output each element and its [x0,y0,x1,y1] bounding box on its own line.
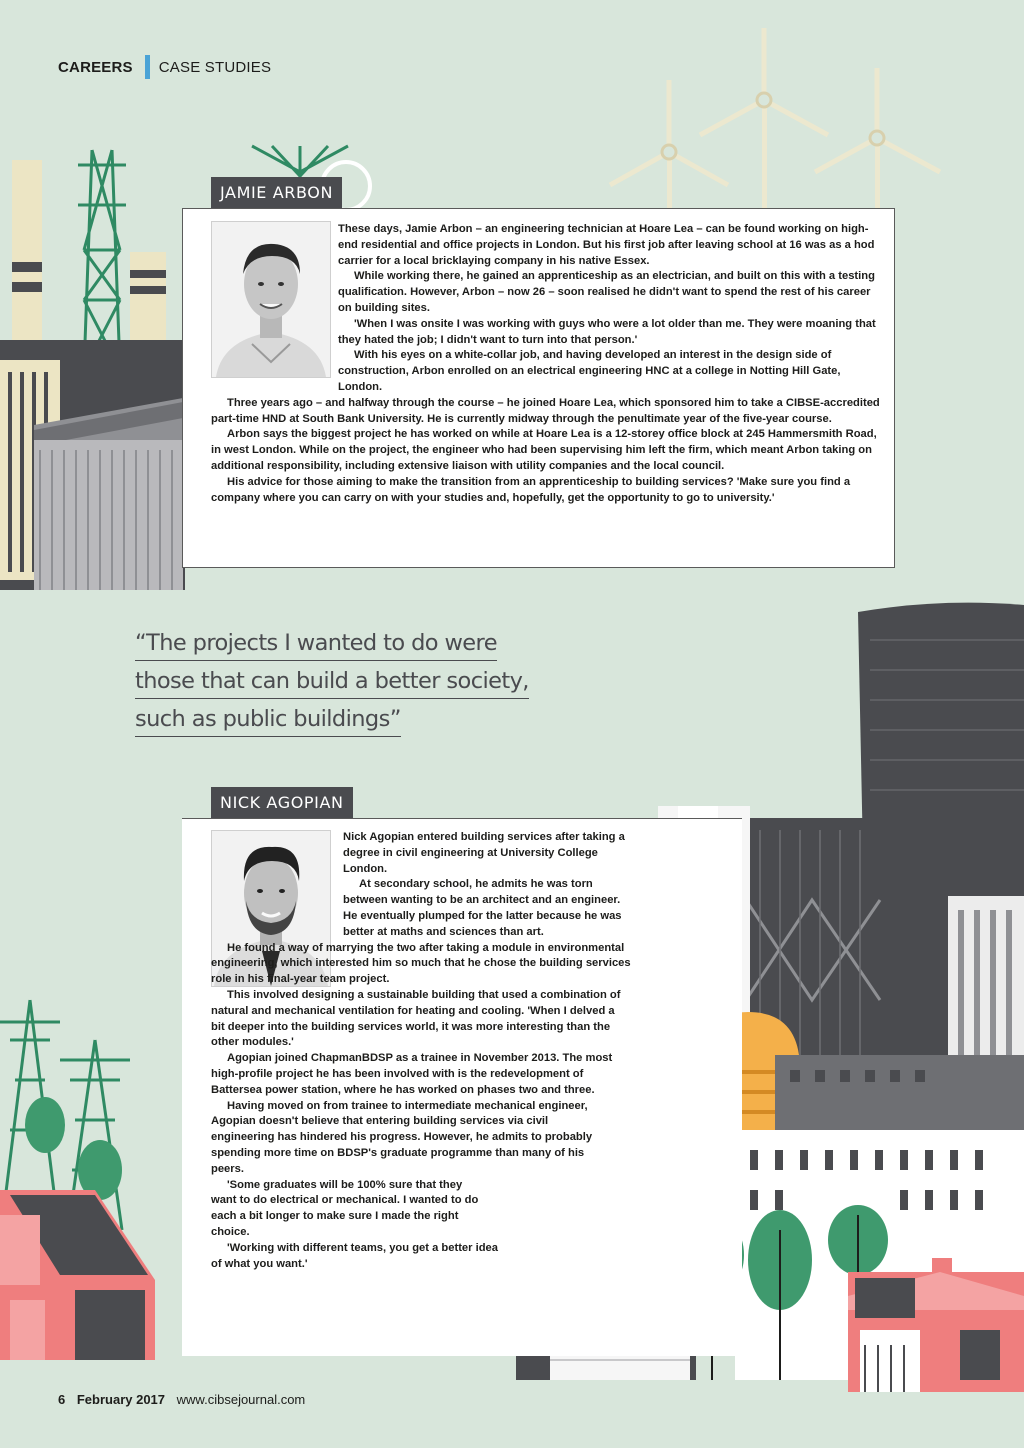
paragraph: While working there, he gained an apprenticeship as an electrician, and built on this with a testing qualification. However, Arbon – now 26 – soon realised he didn't want to spend the rest of his career on building sites. [338,270,875,314]
paragraph: Agopian joined ChapmanBDSP as a trainee in November 2013. The most high-profile project he has been involved with is the redevelopment of Battersea power station, where he has worked on phases two and three. [211,1052,613,1096]
page-number: 6 [58,1392,66,1407]
paragraph: 'Some graduates will be 100% sure that they want to do electrical or mechanical. I wanted to do each a bit longer to make sure I made the right choice. [211,1178,479,1238]
paragraph: At secondary school, he admits he was torn between wanting to be an architect and an engineer. He eventually plumped for the latter because he was better at maths and sciences than art. [343,878,622,938]
paragraph: With his eyes on a white-collar job, and having developed an interest in the design side of construction, Arbon enrolled on an electrical engineering HNC at a college in Notting Hill Gate, London. [338,349,841,393]
profile-name-tab: JAMIE ARBON [211,177,342,208]
paragraph: These days, Jamie Arbon – an engineering technician at Hoare Lea – can be found working on high-end residential and office projects in London. But his first job after leaving school at 16 was as a hod carrier for a local bricklaying company in his native Essex. [338,223,875,267]
pull-quote-line: those that can build a better society, [135,668,529,699]
box-top-rule [182,818,742,819]
profile-body [211,222,881,506]
paragraph: Nick Agopian entered building services after taking a degree in civil engineering at University College London. [343,831,625,875]
website-link[interactable]: www.cibsejournal.com [176,1392,306,1407]
pull-quote-line: such as public buildings” [135,706,401,737]
page-footer [58,1392,305,1407]
issue-date: February 2017 [76,1392,166,1407]
section-label: CAREERS [58,58,133,76]
pull-quote [135,626,555,740]
paragraph: 'Working with different teams, you get a better idea of what you want.' [211,1241,498,1270]
paragraph: Three years ago – and halfway through the course – he joined Hoare Lea, which sponsored him to take a CIBSE-accredited part-time HND at South Bank University. He is currently midway through the penultimate year of the five-year course. [211,396,880,425]
paragraph: This involved designing a sustainable building that used a combination of natural and mechanical ventilation for heating and cooling. 'When I delved a bit deeper into the building services world, it was more interesting than the other modules.' [211,988,621,1049]
power-station [0,150,185,590]
paragraph: 'When I was onsite I was working with guys who were a lot older than me. They were moaning that they hated the job; I didn't want to turn into that person.' [338,317,876,346]
pull-quote-line: “The projects I wanted to do were [135,630,497,661]
paragraph: Arbon says the biggest project he has worked on while at Hoare Lea is a 12-storey office block at 245 Hammersmith Road, in west London. While on the project, the engineer who had been supervising him left the firm, which meant Arbon taking on additional responsibility, including extensive liaison with utility companies and the local council. [211,428,877,472]
section-header [58,56,271,78]
paragraph: His advice for those aiming to make the transition from an apprenticeship to building services? 'Make sure you find a company where you can carry on with your studies and, hopefully, get the opportunity to go to university.' [211,475,851,504]
profile-name-tab: NICK AGOPIAN [211,787,353,818]
pink-house-right [848,1258,1024,1392]
paragraph: He found a way of marrying the two after taking a module in environmental engineering, which interested him so much that he chose the building services role in his final-year team project. [211,941,631,986]
paragraph: Having moved on from trainee to intermediate mechanical engineer, Agopian doesn't believe that entering building services via civil engineering has hindered his progress. However, he admits to probably spending more time on BDSP's graduate programme than many of his peers. [211,1099,593,1175]
header-divider [145,55,150,79]
pink-house-left [0,1190,155,1360]
subsection-label: CASE STUDIES [158,58,272,76]
wind-turbines [610,28,940,232]
profile-body [211,830,631,1272]
